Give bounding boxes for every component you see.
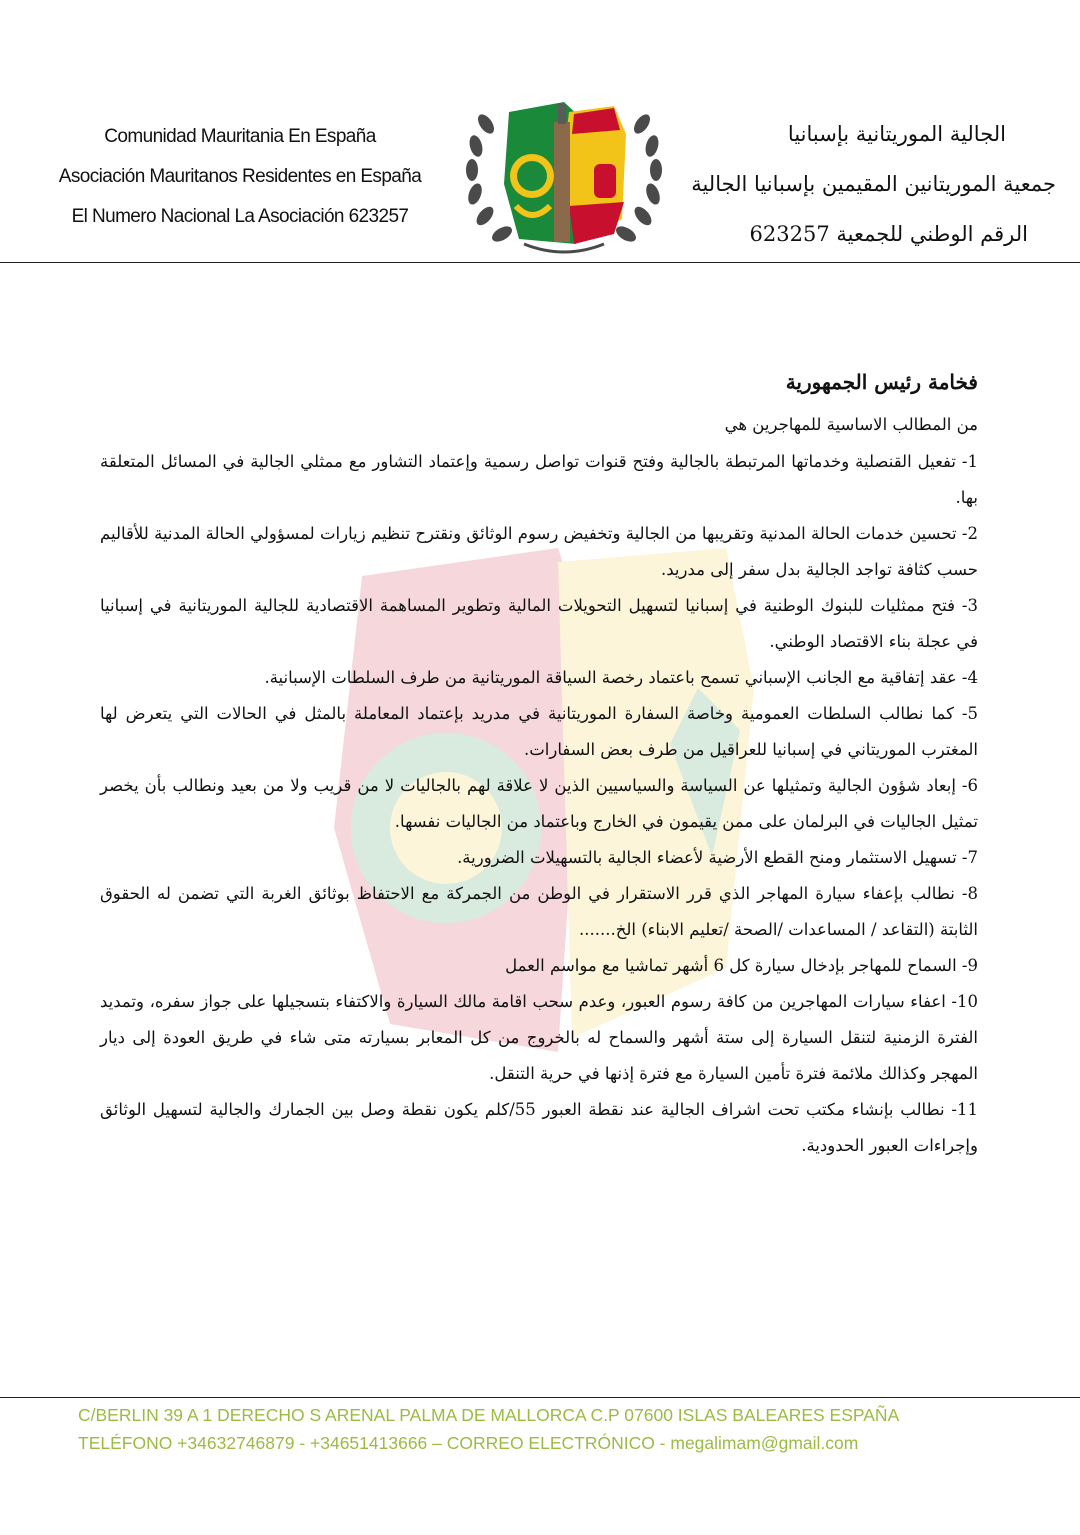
association-name-es-2: Asociación Mauritanos Residentes en España (58, 166, 422, 187)
association-name-ar-2: جمعية الموريتانين المقيمين بإسبانيا الجالية (691, 172, 1056, 196)
demand-item: 8- نطالب بإعفاء سيارة المهاجر الذي قرر الاستقرار في الوطن من الجمركة مع الاحتفاظ بوثائق الغربة التي تضمن له الحقوق الثابتة (التقاعد / المساعدات /الصحة /تعليم الابناء) الخ....... (100, 884, 978, 939)
demand-item: 1- تفعيل القنصلية وخدماتها المرتبطة بالجالية وفتح قنوات تواصل رسمية وإعتماد التشاور مع ممثلي الجالية في المسائل المتعلقة بها. (100, 452, 978, 507)
footer-address: C/BERLIN 39 A 1 DERECHO S ARENAL PALMA DE MALLORCA C.P 07600 ISLAS BALEARES ESPAÑA (78, 1405, 900, 1425)
letter-intro: من المطالب الاساسية للمهاجرين هي (724, 415, 978, 434)
demand-item: 11- نطالب بإنشاء مكتب تحت اشراف الجالية عند نقطة العبور 55/كلم يكون نقطة وصل بين الجمارك والجالية لتسهيل الوثائق وإجراءات العبور الحدودية. (100, 1100, 978, 1155)
letterhead (0, 0, 1080, 262)
association-emblem-logo (464, 94, 664, 260)
national-number-es: El Numero Nacional La Asociación 623257 (71, 206, 409, 227)
letter-body (100, 362, 978, 1164)
association-name-es-1: Comunidad Mauritania En España (104, 126, 376, 147)
demand-item: 2- تحسين خدمات الحالة المدنية وتقريبها من الجالية وتخفيض رسوم الوثائق ونقترح تنظيم زيارات لمسؤولي الحالة المدنية للأقاليم حسب كثافة تواجد الجالية بدل سفر إلى مدريد. (100, 524, 978, 579)
letterhead-footer (78, 1402, 1038, 1458)
footer-contact: TELÉFONO +34632746879 - +34651413666 – CORREO ELECTRÓNICO - megalimam@gmail.com (78, 1433, 859, 1453)
demand-item: 6- إبعاد شؤون الجالية وتمثيلها عن السياسة والسياسيين الذين لا علاقة لهم بالجاليات لا من قريب ولا من بعيد ونطالب بأن يخصر تمثيل الجاليات في البرلمان على ممن يقيمون في الخارج وباعتماد من الجاليات نفسها. (100, 776, 978, 831)
association-name-ar-1: الجالية الموريتانية بإسبانيا (787, 122, 1006, 146)
letter-addressee: فخامة رئيس الجمهورية (785, 370, 978, 394)
demand-item: 3- فتح ممثليات للبنوك الوطنية في إسبانيا لتسهيل التحويلات المالية وتطوير المساهمة الاقتصادية للجالية الموريتانية في إسبانيا في عجلة بناء الاقتصاد الوطني. (100, 596, 978, 651)
demand-item: 9- السماح للمهاجر بإدخال سيارة كل 6 أشهر تماشيا مع مواسم العمل (505, 956, 978, 975)
letterhead-spanish (40, 120, 440, 240)
demand-item: 7- تسهيل الاستثمار ومنح القطع الأرضية لأعضاء الجالية بالتسهيلات الضرورية. (457, 848, 978, 867)
demand-item: 4- عقد إتفاقية مع الجانب الإسباني تسمح باعتماد رخصة السياقة الموريتانية من طرف السلطات الإسبانية. (264, 668, 978, 687)
demand-item: 10- اعفاء سيارات المهاجرين من كافة رسوم العبور، وعدم سحب اقامة مالك السيارة والاكتفاء بتسجيلها على جواز سفره، وتمديد الفترة الزمنية لتنقل السيارة إلى ستة أشهر والسماح له بالخروج من كل المعابر بسيارته متى شاء في طريق العودة إلى ديار المهجر وكذالك ملائمة فترة تأمين السيارة مع فترة إذنها في حرية التنقل. (100, 992, 978, 1083)
footer-divider (0, 1397, 1080, 1398)
letterhead-arabic (688, 112, 1056, 262)
header-divider (0, 262, 1080, 263)
demand-item: 5- كما نطالب السلطات العمومية وخاصة السفارة الموريتانية في مدريد بإعتماد المعاملة بالمثل في الحالات التي يتعرض لها المغترب الموريتاني في إسبانيا للعراقيل من طرف بعض السفارات. (100, 704, 978, 759)
national-number-ar: الرقم الوطني للجمعية 623257 (749, 222, 1028, 246)
